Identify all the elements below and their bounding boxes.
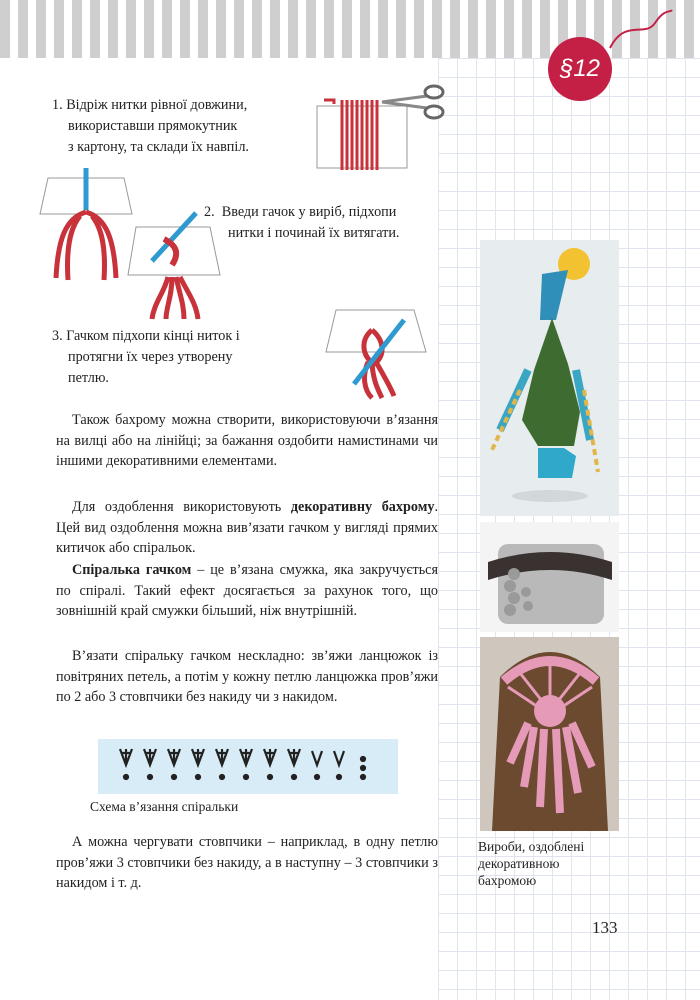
fringe-fold-illustration — [36, 168, 136, 288]
paragraph-4-text: В’язати спіральку гачком нескладно: зв’яжи ланцюжок із повітряних петель, а потім у кожну петлю ланцюжка пров’яжи по 2 або 3 стовпчики без накиду чи з накидом. — [56, 648, 438, 706]
paragraph-3-end: – це в’язана смужка, яка закручується по спіралі. Такий ефект досягається за рахунок того, що зовнішній край смужки більший, ніж внутрішній. — [56, 562, 438, 620]
spiral-scheme-diagram — [98, 739, 398, 794]
step-1-line-3: з картону, та склади їх навпіл. — [68, 139, 249, 155]
step-3-line-3: петлю. — [68, 370, 109, 386]
section-badge — [548, 37, 612, 101]
step-3 — [52, 326, 308, 389]
cardboard-wrap-illustration — [312, 78, 452, 173]
loop-pull-illustration — [322, 300, 432, 400]
step-1-line-1: Відріж нитки рівної довжини, — [66, 97, 248, 113]
step-1-line-2: використавши прямокутник — [68, 118, 238, 134]
paragraph-decorative-fringe — [56, 497, 438, 559]
photo-caption: Вироби, оздоблені декоративною бахромою — [478, 839, 585, 888]
paragraph-fork-knitting — [56, 410, 438, 472]
step-2-line-1: Введи гачок у виріб, підхопи — [221, 204, 397, 220]
step-3-line-1: Гачком підхопи кінці ниток і — [66, 328, 240, 344]
hook-pull-illustration — [124, 203, 224, 321]
paragraph-5-text: А можна чергувати стовпчики – наприклад, в одну петлю пров’яжи 3 стовпчики без накиду, а в наступну – 3 стовпчики з накидом і т. д. — [56, 834, 438, 892]
photo-knitted-bag — [480, 522, 619, 632]
step-3-number: 3. — [52, 328, 63, 344]
section-badge-label: §12 — [559, 55, 601, 82]
photo-knitted-hat — [480, 637, 619, 831]
yarn-thread-icon — [600, 8, 680, 58]
photo-knitted-doll — [480, 240, 619, 516]
paragraph-1-text: Також бахрому можна створити, використовуючи в’язання на вилці або на лінійці; за бажання оздобити намистинами чи іншими декоративними елементами. — [56, 412, 438, 470]
paragraph-2-bold: декоративну бахрому — [290, 499, 435, 515]
paragraph-spiral — [56, 560, 438, 622]
step-3-line-2: протягни їх через утворену — [68, 349, 233, 365]
paragraph-2-start: Для оздоблення використовують — [72, 499, 291, 515]
step-1-number: 1. — [52, 97, 63, 113]
page-number: 133 — [592, 918, 618, 937]
paragraph-alternating — [56, 832, 438, 894]
step-2-line-2: нитки і починай їх витягати. — [228, 225, 400, 241]
paragraph-3-bold: Спіралька гачком — [72, 562, 192, 578]
paragraph-spiral-how-to — [56, 646, 438, 708]
paragraph-2-end: . Цей вид оздоблення можна вив’язати гачком у вигляді прямих китичок або спіральок. — [56, 499, 438, 557]
step-2-number: 2. — [204, 204, 215, 220]
step-2 — [204, 202, 439, 244]
stitch-symbols — [98, 739, 398, 794]
step-1 — [52, 95, 302, 158]
scheme-caption: Схема в’язання спіральки — [90, 799, 239, 814]
